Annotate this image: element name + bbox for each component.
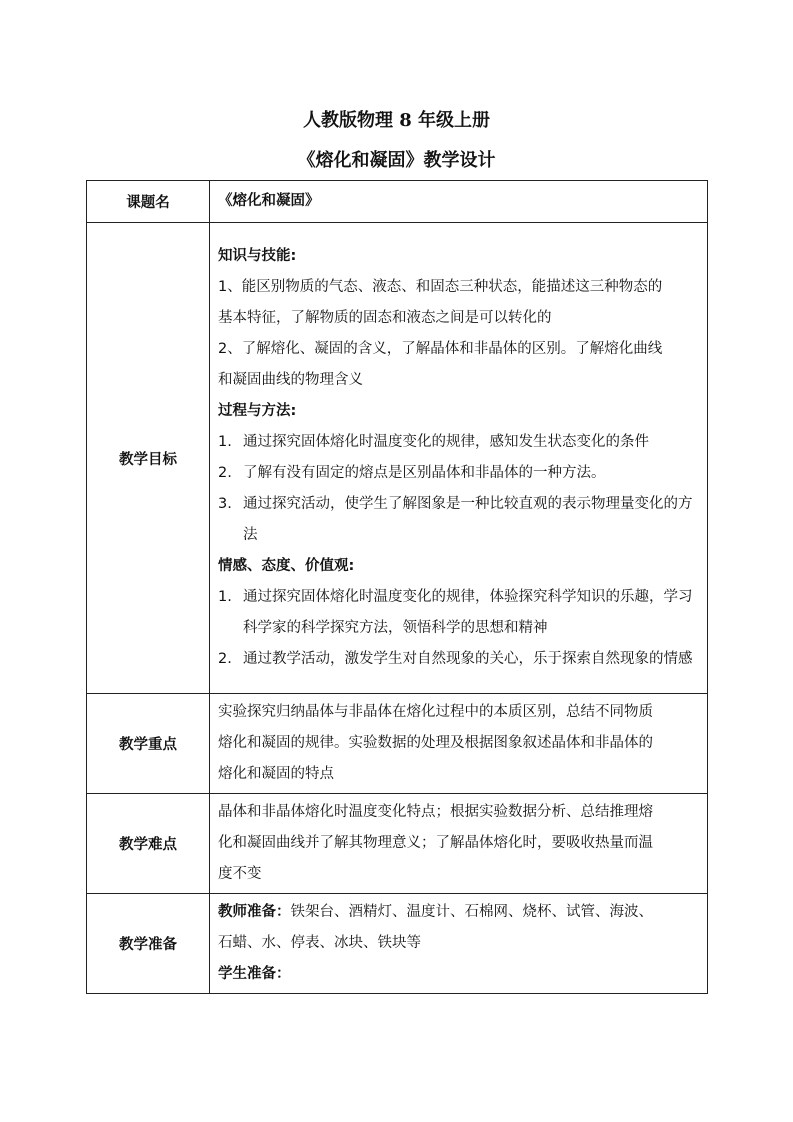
- list-number: 1.: [218, 434, 232, 450]
- knowledge-line: 和凝固曲线的物理含义: [218, 372, 363, 388]
- list-item: [218, 644, 701, 675]
- topic-label: 课题名: [87, 181, 210, 223]
- list-text: 了解有没有固定的熔点是区别晶体和非晶体的一种方法。: [243, 465, 606, 481]
- key-points-line: 实验探究归纳晶体与非晶体在熔化过程中的本质区别，总结不同物质: [218, 704, 653, 720]
- list-number: 3.: [218, 496, 232, 512]
- knowledge-line: 1、能区别物质的气态、液态、和固态三种状态，能描述这三种物态的: [218, 279, 663, 295]
- topic-value: 《熔化和凝固》: [210, 181, 708, 223]
- difficulties-line: 晶体和非晶体熔化时温度变化特点；根据实验数据分析、总结推理熔: [218, 804, 653, 820]
- knowledge-line: 基本特征，了解物质的固态和液态之间是可以转化的: [218, 310, 552, 326]
- knowledge-heading: 知识与技能:: [218, 248, 297, 264]
- list-text: 通过教学活动，激发学生对自然现象的关心，乐于探索自然现象的情感: [243, 651, 693, 667]
- table-row-topic: [87, 181, 708, 223]
- difficulties-content: [210, 794, 708, 894]
- difficulties-label: 教学难点: [87, 794, 210, 894]
- objectives-label: 教学目标: [87, 223, 210, 694]
- list-item: [218, 458, 701, 489]
- table-row-objectives: [87, 223, 708, 694]
- teacher-prep-label: 教师准备：: [218, 904, 291, 920]
- knowledge-line: 2、了解熔化、凝固的含义，了解晶体和非晶体的区别。了解熔化曲线: [218, 341, 663, 357]
- list-text: 通过探究固体熔化时温度变化的规律，感知发生状态变化的条件: [243, 434, 649, 450]
- list-number: 1.: [218, 589, 232, 605]
- student-prep-label: 学生准备：: [218, 966, 291, 982]
- lesson-plan-table: [86, 180, 708, 994]
- list-item: [218, 489, 701, 551]
- document-subtitle: 《熔化和凝固》教学设计: [297, 150, 496, 171]
- objectives-content: [210, 223, 708, 694]
- table-row-preparation: [87, 894, 708, 994]
- difficulties-line: 化和凝固曲线并了解其物理意义；了解晶体熔化时，要吸收热量而温: [218, 835, 653, 851]
- document-title: 人教版物理 8 年级上册: [302, 110, 491, 131]
- teacher-prep-items-cont: 石蜡、水、停表、冰块、铁块等: [218, 935, 421, 951]
- list-text: 通过探究固体熔化时温度变化的规律，体验探究科学知识的乐趣，学习科学家的科学探究方法，领悟科学的思想和精神: [243, 589, 693, 636]
- difficulties-line: 度不变: [218, 866, 262, 882]
- list-number: 2.: [218, 465, 232, 481]
- teacher-prep-line: [218, 897, 701, 928]
- key-points-label: 教学重点: [87, 694, 210, 794]
- list-item: [218, 582, 701, 644]
- list-number: 2.: [218, 651, 232, 667]
- key-points-line: 熔化和凝固的特点: [218, 766, 334, 782]
- list-item: [218, 427, 701, 458]
- preparation-label: 教学准备: [87, 894, 210, 994]
- list-text: 通过探究活动，使学生了解图象是一种比较直观的表示物理量变化的方法: [243, 496, 693, 543]
- table-row-key-points: [87, 694, 708, 794]
- key-points-line: 熔化和凝固的规律。实验数据的处理及根据图象叙述晶体和非晶体的: [218, 735, 653, 751]
- process-heading: 过程与方法:: [218, 403, 297, 419]
- emotion-heading: 情感、态度、价值观:: [218, 558, 355, 574]
- teacher-prep-items: 铁架台、酒精灯、温度计、石棉网、烧杯、试管、海波、: [290, 904, 653, 920]
- key-points-content: [210, 694, 708, 794]
- preparation-content: [210, 894, 708, 994]
- table-row-difficulties: [87, 794, 708, 894]
